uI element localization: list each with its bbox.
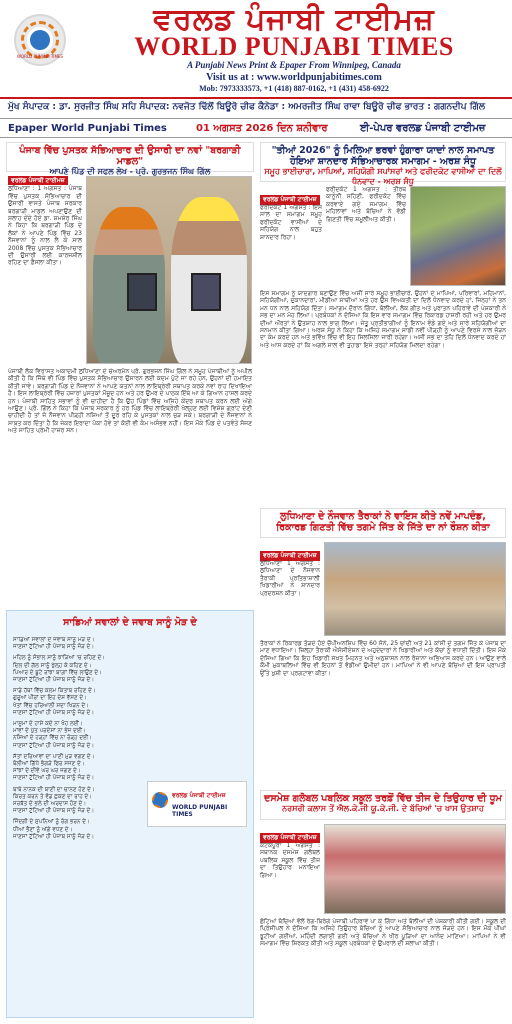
editors-text: ਮੁੱਖ ਸੰਪਾਦਕ : ਡਾ. ਸੁਰਜੀਤ ਸਿੰਘ ਸਹਿ ਸੰਪਾਦਕ: ਨਵਜੋਤ ਢਿੱਲੋਂ ਬਿਊਰੋ ਚੀਫ ਕੈਨੇਡਾ : ਅਮਰਜੀਤ ਸਿੰਘ ਰਾਵਾ ਬਿਊਰੋ ਚੀਫ ਭਾਰਤ : ਗਗਨਦੀਪ ਗਿੱਲ xyxy=(8,102,485,112)
poem-verse-line: ਜਾਣਸਾਂ ਟੁੱਟਿਆਂ ਹੀ ਪੰਜਾਬ ਸਾਨੂੰ ਜੋੜ ਦੇ। xyxy=(13,808,95,815)
source-badge-box xyxy=(260,824,320,840)
event-group-photo[interactable] xyxy=(410,186,506,286)
poem-verse-line: ਜਿੰਦਗੀ ਦੇ ਸੁਪਨਿਆਂ ਨੂੰ ਰੰਗ ਭਰਨ ਦੇ। xyxy=(13,819,90,826)
dateline-epaper-pa: ਈ-ਪੇਪਰ ਵਰਲਡ ਪੰਜਾਬੀ ਟਾਈਮਜ਼ xyxy=(360,123,486,134)
article-subhead: ਨਰਸਰੀ ਕਲਾਸ ਤੋਂ ਐਲ.ਕੇ.ਜੀ ਯੂ.ਕੇ.ਜੀ. ਦੇ ਬੱਚਿਆਂ 'ਚ ਖਾਸ ਉਤਸ਼ਾਹ xyxy=(282,804,484,813)
poem-verse-line: ਸਾਡਿਆਂ ਸਵਾਲਾਂ ਦੇ ਜਵਾਬ ਸਾਨੂੰ ਮੋੜ ਦੇ। xyxy=(13,637,95,643)
article-body-continued: ਇਸ ਸਮਾਗਮ ਨੂੰ ਯਾਦਗਾਰ ਬਣਾਉਣ ਵਿੱਚ ਅਸੀਂ ਸਾਰੇ ਸਮੂਹ ਭਾਈਚਾਰੇ, ਉਹਨਾਂ ਦੇ ਮਾਪਿਆਂ, ਪਰਿਵਾਰਾਂ, ਮਹਿਮਾਨਾਂ, ਸਹਿਯੋਗੀਆਂ, ਦੁਕਾਨਦਾਰਾਂ, ਮੀਡੀਆ ਸਾਥੀਆਂ ਅਤੇ ਹਰ ਉਸ ਵਿਅਕਤੀ ਦਾ ਦਿਲੋਂ ਧੰਨਵਾਦ ਕਰਦੇ ਹਾਂ, ਜਿਨ੍ਹਾਂ ਨੇ ਤਨ ਮਨ ਧਨ ਨਾਲ ਸਹਿਯੋਗ ਦਿੱਤਾ। ਸਮਾਗਮ ਦੌਰਾਨ ਗਿੱਧਾ, ਬੋਲੀਆਂ, ਲੋਕ ਗੀਤ ਅਤੇ ਪੁਰਾਤਨ ਪਹਿਰਾਵੇ ਦੀ ਪੇਸ਼ਕਾਰੀ ਨੇ ਸਭ ਦਾ ਮਨ ਮੋਹ ਲਿਆ। ਪ੍ਰਬੰਧਕਾਂ ਨੇ ਦੱਸਿਆ ਕਿ ਇਸ ਵਾਰ ਸਮਾਗਮ ਵਿੱਚ ਰਿਕਾਰਡ ਹਾਜ਼ਰੀ ਰਹੀ ਅਤੇ ਹਰ ਉਮਰ ਦੀਆਂ ਔਰਤਾਂ ਨੇ ਉਤਸ਼ਾਹ ਨਾਲ ਭਾਗ ਲਿਆ। ਜੇਤੂ ਪ੍ਰਤੀਭਾਗੀਆਂ ਨੂੰ ਇਨਾਮ ਵੰਡੇ ਗਏ ਅਤੇ ਸਾਰੇ ਸਹਿਯੋਗੀਆਂ ਦਾ ਸਨਮਾਨ ਕੀਤਾ ਗਿਆ। ਅਰਸ਼ ਸੰਧੂ ਨੇ ਕਿਹਾ ਕਿ ਅਜਿਹੇ ਸਮਾਗਮ ਸਾਡੀ ਨਵੀਂ ਪੀੜ੍ਹੀ ਨੂੰ ਆਪਣੇ ਵਿਰਸੇ ਨਾਲ ਜੋੜਨ ਦਾ ਕੰਮ ਕਰਦੇ ਹਨ ਅਤੇ ਭਵਿੱਖ ਵਿੱਚ ਵੀ ਇਹ ਸਿਲਸਿਲਾ ਜਾਰੀ ਰਹੇਗਾ। ਅਸੀਂ ਸਭ ਦਾ ਤਹਿ ਦਿਲੋਂ ਧੰਨਵਾਦ ਕਰਦੇ ਹਾਂ ਅਤੇ ਆਸ ਕਰਦੇ ਹਾਂ ਕਿ ਅਗਲੇ ਸਾਲ ਵੀ ਤੁਹਾਡਾ ਇਸੇ ਤਰ੍ਹਾਂ ਸਹਿਯੋਗ ਮਿਲਦਾ ਰਹੇਗਾ। xyxy=(260,290,506,349)
swimmers-group-photo[interactable] xyxy=(324,542,506,636)
book-icon xyxy=(191,273,221,311)
logo-text: WORLD PUNJABI TIMES xyxy=(17,54,63,59)
globe-icon xyxy=(30,30,50,50)
right-column xyxy=(260,142,506,1018)
poem-verse-line: ਗੁਰੂਆਂ ਪੀਰਾਂ ਦਾ ਇਹ ਦੇਸ਼ ਵੱਸਣ ਦੇ। xyxy=(13,695,87,702)
article-headline[interactable]: ਪੰਜਾਬ ਵਿੱਚ ਪੁਸਤਕ ਸੱਭਿਆਚਾਰ ਦੀ ਉਸਾਰੀ ਦਾ ਨਵਾਂ "ਬਰਗਾੜੀ ਮਾਡਲ" xyxy=(19,145,241,167)
poem-verse-line: ਸਾਡੇ ਹੱਥਾਂ ਵਿੱਚ ਕਲਮ ਕਿਤਾਬ ਰਹਿਣ ਦੇ। xyxy=(13,688,96,695)
poem-title[interactable]: ਸਾਡਿਆਂ ਸਵਾਲਾਂ ਦੇ ਜਵਾਬ ਸਾਨੂੰ ਮੋੜ ਦੇ xyxy=(63,617,197,628)
article-ludhiana-swimmers xyxy=(260,508,506,784)
poem-verse-line: ਧੀਆਂ ਭੈਣਾਂ ਨੂੰ ਅੱਗੇ ਵਧਣ ਦੇ। xyxy=(13,826,73,833)
source-badge: ਵਰਲਡ ਪੰਜਾਬੀ ਟਾਈਮਜ਼ xyxy=(260,195,320,205)
poem-verse-line: ਜਾਣਸਾਂ ਟੁੱਟਿਆਂ ਹੀ ਪੰਜਾਬ ਸਾਨੂੰ ਜੋੜ ਦੇ। xyxy=(13,775,95,782)
source-badge-box xyxy=(260,542,320,558)
school-children-photo[interactable] xyxy=(324,824,506,914)
poem-verse-line: ਜਾਣਸਾਂ ਟੁੱਟਿਆਂ ਹੀ ਪੰਜਾਬ ਸਾਨੂੰ ਜੋੜ ਦੇ। xyxy=(13,709,95,716)
article-body-continued: ਪੰਜਾਬੀ ਲੋਕ ਵਿਰਾਸਤ ਅਕਾਦਮੀ ਲੁਧਿਆਣਾ ਦੇ ਚੇਅਰਮੈਨ ਪ੍ਰੋ. ਗੁਰਭਜਨ ਸਿੰਘ ਗਿੱਲ ਨੇ ਸਮੂਹ ਪੰਜਾਬੀਆਂ ਨੂੰ ਅਪੀਲ ਕੀਤੀ ਹੈ ਕਿ ਜਿੱਥੇ ਵੀ ਪਿੰਡ ਵਿੱਚ ਪੁਸਤਕ ਸੱਭਿਆਚਾਰ ਉਸਾਰਨ ਲਈ ਕਦਮ ਪੁੱਟੇ ਜਾ ਰਹੇ ਹਨ, ਉਹਨਾਂ ਦੀ ਹਮਾਇਤ ਕੀਤੀ ਜਾਵੇ। ਬਰਗਾੜੀ ਪਿੰਡ ਦੇ ਨੌਜਵਾਨਾਂ ਨੇ ਆਪਣੇ ਯਤਨਾਂ ਨਾਲ ਲਾਇਬ੍ਰੇਰੀ ਸਥਾਪਤ ਕਰਕੇ ਨਵਾਂ ਰਾਹ ਦਿਖਾਇਆ ਹੈ। ਇਸ ਲਾਇਬ੍ਰੇਰੀ ਵਿੱਚ ਹਜ਼ਾਰਾਂ ਪੁਸਤਕਾਂ ਮੌਜੂਦ ਹਨ ਅਤੇ ਹਰ ਉਮਰ ਦੇ ਪਾਠਕ ਇੱਥੇ ਆ ਕੇ ਗਿਆਨ ਹਾਸਲ ਕਰਦੇ ਹਨ। ਪੰਜਾਬੀ ਸਾਹਿਤ ਸਭਾਵਾਂ ਨੂੰ ਵੀ ਚਾਹੀਦਾ ਹੈ ਕਿ ਉਹ ਪਿੰਡਾਂ ਵਿੱਚ ਅਜਿਹੇ ਕੇਂਦਰ ਸਥਾਪਤ ਕਰਨ ਲਈ ਅੱਗੇ ਆਉਣ। ਪ੍ਰੋ. ਗਿੱਲ ਨੇ ਕਿਹਾ ਕਿ ਪੰਜਾਬ ਸਰਕਾਰ ਨੂੰ ਹਰ ਪਿੰਡ ਵਿੱਚ ਲਾਇਬ੍ਰੇਰੀ ਖੋਲ੍ਹਣ ਲਈ ਵਿਸ਼ੇਸ਼ ਗ੍ਰਾਂਟ ਦੇਣੀ ਚਾਹੀਦੀ ਹੈ ਤਾਂ ਜੋ ਨੌਜਵਾਨ ਪੀੜ੍ਹੀ ਨਸ਼ਿਆਂ ਤੋਂ ਦੂਰ ਰਹਿ ਕੇ ਪੁਸਤਕਾਂ ਨਾਲ ਜੁੜ ਸਕੇ। ਬਰਗਾੜੀ ਦੇ ਨੌਜਵਾਨਾਂ ਨੇ ਸਾਬਤ ਕਰ ਦਿੱਤਾ ਹੈ ਕਿ ਜੇਕਰ ਇਰਾਦਾ ਪੱਕਾ ਹੋਵੇ ਤਾਂ ਕੋਈ ਵੀ ਕੰਮ ਅਸੰਭਵ ਨਹੀਂ। ਇਸ ਮੌਕੇ ਪਿੰਡ ਦੇ ਪਤਵੰਤੇ ਸੱਜਣ ਅਤੇ ਸਾਹਿਤ ਪ੍ਰੇਮੀ ਹਾਜ਼ਰ ਸਨ। xyxy=(8,368,252,435)
article-body-side: ਫਰੀਦਕੋਟ 1 ਅਗਸਤ : ਇਸ ਸਾਲ ਦਾ ਸਮਾਗਮ ਸਮੂਹ ਫਰੀਦਕੋਟ ਵਾਸੀਆਂ ਦੇ ਸਹਿਯੋਗ ਨਾਲ ਬਹੁਤ ਸ਼ਾਨਦਾਰ ਰਿਹਾ। xyxy=(260,204,322,241)
article-subhead: ਸਮੂਹ ਭਾਈਚਾਰਾ, ਮਾਪਿਆਂ, ਸਹਿਯੋਗੀ ਸਪਾਂਸਰਾਂ ਅਤੇ ਫਰੀਦਕੋਟ ਵਾਸੀਆਂ ਦਾ ਦਿਲੋਂ ਧੰਨਵਾਦ - ਅਰਸ਼ ਸੰਧੂ xyxy=(264,167,502,186)
poem-verse-line: ਨਸ਼ਿਆਂ ਦੇ ਹੜ੍ਹਾਂ ਵਿੱਚ ਨਾ ਰੋੜ੍ਹ ਦਈਂ। xyxy=(13,735,92,742)
logo-globe-icon xyxy=(152,792,168,808)
poem-verse-line: ਪਿਆਰ ਦੇ ਬੂਟੇ ਰਾਂਝਾ ਬਾਗ਼ਾਂ ਵਿੱਚ ਲਾਉਣ ਦੇ। xyxy=(13,669,102,676)
article-header xyxy=(260,142,506,186)
poem-verse-line: ਬੋਲੀਆਂ ਗਿੱਧੇ ਭੰਗੜੇ ਫਿਰ ਸਜਣ ਦੇ। xyxy=(13,761,85,768)
article-body-intro: ਫਰੀਦਕੋਟ 1 ਅਗਸਤ : ਤੀਰਥ ਕਾਨੂੰਨੀ ਸਹਿਣੀ, ਫਰੀਦਕੋਟ ਵਿੱਚ ਕਰਵਾਏ ਗਏ ਸਮਾਗਮ ਵਿੱਚ ਮਹਿਲਾਵਾਂ ਅਤੇ ਬੱਚਿਆਂ ਨੇ ਵੱਡੀ ਗਿਣਤੀ ਵਿੱਚ ਸ਼ਮੂਲੀਅਤ ਕੀਤੀ। xyxy=(326,186,406,223)
source-badge: ਵਰਲਡ ਪੰਜਾਬੀ ਟਾਈਮਜ਼ xyxy=(8,176,68,185)
article-dasmesh-school-teej xyxy=(260,790,506,1018)
article-bargari-model xyxy=(6,142,254,604)
article-body-side: ਕੋਟਕਪੂਰਾ 1 ਅਗਸਤ : ਸਥਾਨਕ ਦਸਮੇਸ਼ ਗਲੋਬਲ ਪਬਲਿਕ ਸਕੂਲ ਵਿੱਚ ਤੀਜ ਦਾ ਤਿਉਹਾਰ ਮਨਾਇਆ ਗਿਆ। xyxy=(260,842,320,879)
poem-header xyxy=(11,615,249,633)
poem-verse-line: ਜਾਣਸਾਂ ਟੁੱਟਿਆਂ ਹੀ ਪੰਜਾਬ ਸਾਨੂੰ ਜੋੜ ਦੇ। xyxy=(13,742,95,749)
contact-numbers: Mob: 7973333573, +1 (418) 887-0162, +1 (431) 458-6922 xyxy=(199,84,389,93)
website-link[interactable]: Visit us at : www.worldpunjabitimes.com xyxy=(206,72,382,83)
poem-verse-line: ਸੱਤਾਂ ਦਰਿਆਵਾਂ ਦਾ ਪਾਣੀ ਮੁੜ ਵਗਣ ਦੇ। xyxy=(13,753,95,760)
poem-verse-line: ਖੇਤਾਂ ਵਿੱਚ ਹਰਿਆਲੀ ਸਦਾ ਖਿੜਨ ਦੇ। xyxy=(13,702,89,709)
article-photo[interactable] xyxy=(86,176,252,364)
article-body-continued: ਛੋਟਿਆਂ ਬੱਚਿਆਂ ਵੱਲੋਂ ਰੰਗ-ਬਿਰੰਗੇ ਪੰਜਾਬੀ ਪਹਿਰਾਵੇ ਪਾ ਕੇ ਗਿੱਧਾ ਅਤੇ ਬੋਲੀਆਂ ਦੀ ਪੇਸ਼ਕਾਰੀ ਕੀਤੀ ਗਈ। ਸਕੂਲ ਦੀ ਪ੍ਰਿੰਸੀਪਲ ਨੇ ਦੱਸਿਆ ਕਿ ਅਜਿਹੇ ਤਿਉਹਾਰ ਬੱਚਿਆਂ ਨੂੰ ਆਪਣੇ ਸੱਭਿਆਚਾਰ ਨਾਲ ਜੋੜਦੇ ਹਨ। ਇਸ ਮੌਕੇ ਪੀਂਘਾਂ ਝੂਟੀਆਂ ਗਈਆਂ, ਮਹਿੰਦੀ ਲਗਾਈ ਗਈ ਅਤੇ ਬੱਚਿਆਂ ਨੇ ਖੀਰ ਪੂੜਿਆਂ ਦਾ ਆਨੰਦ ਮਾਣਿਆ। ਮਾਪਿਆਂ ਨੇ ਵੀ ਸਮਾਗਮ ਵਿੱਚ ਸ਼ਿਰਕਤ ਕੀਤੀ ਅਤੇ ਸਕੂਲ ਪ੍ਰਬੰਧਕਾਂ ਦੇ ਉਪਰਾਲੇ ਦੀ ਸ਼ਲਾਘਾ ਕੀਤੀ। xyxy=(260,918,506,948)
poem-verse-line: ਜਾਣਸਾਂ ਟੁੱਟਿਆਂ ਹੀ ਪੰਜਾਬ ਸਾਨੂੰ ਜੋੜ ਦੇ। xyxy=(13,833,95,840)
poem-verse-line: ਦਿਲ ਦੀ ਗੱਲ ਸਾਨੂੰ ਖੁੱਲ੍ਹ ਕੇ ਕਹਿਣ ਦੇ। xyxy=(13,662,92,669)
poem-verse-line: ਜਾਣਸਾਂ ਟੁੱਟਿਆਂ ਹੀ ਪੰਜਾਬ ਸਾਨੂੰ ਜੋੜ ਦੇ। xyxy=(13,677,95,684)
article-subhead: ਆਪਣੇ ਪਿੰਡ ਦੀ ਸਫਲ ਲੇਖ - ਪ੍ਰੋ. ਗੁਰਭਜਨ ਸਿੰਘ ਗਿੱਲ xyxy=(49,167,211,176)
left-column xyxy=(6,142,254,1018)
book-icon xyxy=(127,273,157,311)
editors-line xyxy=(0,97,512,117)
poem-verse-line: ਕਿਰਤ ਕਰਨ ਤੇ ਵੰਡ ਛਕਣ ਦਾ ਰਾਹ ਦੇ। xyxy=(13,793,93,800)
article-header xyxy=(260,790,506,820)
article-headline[interactable]: "ਤੀਆਂ 2026" ਨੂੰ ਮਿਲਿਆ ਭਰਵਾਂ ਹੁੰਗਾਰਾ ਯਾਦਾਂ ਨਾਲ ਸਮਾਪਤ ਹੋਇਆ ਸ਼ਾਨਦਾਰ ਸੱਭਿਆਚਾਰਕ ਸਮਾਗਮ - ਅਰਸ਼ ਸੰਧੂ xyxy=(271,145,495,167)
source-badge: ਵਰਲਡ ਪੰਜਾਬੀ ਟਾਈਮਜ਼ xyxy=(260,551,320,561)
poem-verse-line: ਮਹਿਲ ਨੂੰ ਸੰਭਾਲ ਸਾਨੂੰ ਝਾੜਿਆਂ 'ਚ ਰਹਿਣ ਦੇ। xyxy=(13,655,106,662)
poem-section xyxy=(6,610,254,1018)
logo-title-punjabi: ਵਰਲਡ ਪੰਜਾਬੀ ਟਾਈਮਜ਼ xyxy=(172,792,226,799)
article-body-side: ਲੁਧਿਆਣਾ 1 ਅਗਸਤ : ਲੁਧਿਆਣਾ ਦੇ ਨੌਜਵਾਨ ਤੈਰਾਕੀ ਪ੍ਰਤਿਭਾਸ਼ਾਲੀ ਖਿਡਾਰੀਆਂ ਨੇ ਸ਼ਾਨਦਾਰ ਪ੍ਰਦਰਸ਼ਨ ਕੀਤਾ। xyxy=(260,560,320,597)
masthead xyxy=(0,0,512,96)
title-english: WORLD PUNJABI TIMES xyxy=(134,32,454,61)
article-header xyxy=(260,508,506,538)
article-body-continued: ਤੈਰਾਕਾਂ ਨੇ ਰਿਕਾਰਡ ਤੋੜਦੇ ਹੋਏ ਚੈਂਪੀਅਨਸ਼ਿਪ ਵਿੱਚ 60 ਸੋਨੇ, 25 ਚਾਂਦੀ ਅਤੇ 21 ਕਾਂਸੀ ਦੇ ਤਗਮੇ ਜਿੱਤ ਕੇ ਪੰਜਾਬ ਦਾ ਮਾਣ ਵਧਾਇਆ। ਜ਼ਿਲ੍ਹਾ ਤੈਰਾਕੀ ਐਸੋਸੀਏਸ਼ਨ ਦੇ ਅਹੁਦੇਦਾਰਾਂ ਨੇ ਖਿਡਾਰੀਆਂ ਅਤੇ ਕੋਚਾਂ ਨੂੰ ਵਧਾਈ ਦਿੱਤੀ। ਇਸ ਮੌਕੇ ਦੱਸਿਆ ਗਿਆ ਕਿ ਇਹ ਖਿਡਾਰੀ ਸਖ਼ਤ ਮਿਹਨਤ ਅਤੇ ਅਨੁਸ਼ਾਸਨ ਨਾਲ ਰੋਜ਼ਾਨਾ ਅਭਿਆਸ ਕਰਦੇ ਹਨ। ਆਉਣ ਵਾਲੇ ਕੌਮੀ ਮੁਕਾਬਲਿਆਂ ਵਿੱਚ ਵੀ ਇਹਨਾਂ ਤੋਂ ਵੱਡੀਆਂ ਉਮੀਦਾਂ ਹਨ। ਮਾਪਿਆਂ ਨੇ ਵੀ ਆਪਣੇ ਬੱਚਿਆਂ ਦੀ ਇਸ ਪ੍ਰਾਪਤੀ ਉੱਤੇ ਖੁਸ਼ੀ ਦਾ ਪ੍ਰਗਟਾਵਾ ਕੀਤਾ। xyxy=(260,640,506,677)
newspaper-logo xyxy=(14,14,66,66)
poem-verse-line: ਬਾਬੇ ਨਾਨਕ ਦੀ ਬਾਣੀ ਦਾ ਚਾਨਣ ਹੋਣ ਦੇ। xyxy=(13,786,95,793)
poem-verse-line: ਮਾਂਵਾਂ ਦੇ ਪੁੱਤ ਪਰਦੇਸਾਂ ਨਾ ਭੇਜ ਦਈਂ। xyxy=(13,728,86,735)
poem-verse-line: ਸਾਂਝਾਂ ਦੇ ਦੀਵੇ ਘਰ ਘਰ ਜਗਣ ਦੇ। xyxy=(13,768,81,775)
article-body-intro xyxy=(8,176,82,364)
article-headline[interactable]: ਲੁਧਿਆਣਾ ਦੇ ਨੌਜਵਾਨ ਤੈਰਾਕਾਂ ਨੇ ਵਾਇਸ ਕੀਤੇ ਨਵੇਂ ਮਾਪਦੰਡ, ਰਿਕਾਰਡ ਗਿਣਤੀ ਵਿੱਚ ਤਗਮੇ ਜਿੱਤ ਕੇ ਜਿੱਤੇ ਦਾ ਨਾਂ ਰੌਸ਼ਨ ਕੀਤਾ xyxy=(276,511,490,533)
tagline: A Punjabi News Print & Epaper From Winnipeg, Canada xyxy=(187,60,401,70)
logo-title-english: WORLD PUNJABI TIMES xyxy=(172,804,228,818)
poem-verse-line: ਸਰਬੱਤ ਦੇ ਭਲੇ ਦੀ ਅਰਦਾਸ ਹੋਣ ਦੇ। xyxy=(13,801,87,808)
poem-publication-logo xyxy=(147,781,247,827)
article-text: ਲੁਧਿਆਣਾ : 1 ਅਗਸਤ : ਪੰਜਾਬ ਵਿੱਚ ਪੁਸਤਕ ਸੱਭਿਆਚਾਰ ਦੀ ਉਸਾਰੀ ਵਾਸਤੇ ਪੰਜਾਬ ਸਰਕਾਰ ਬਰਗਾੜੀ ਮਾਡਲ ਅਪਣਾਉਣ ਦੀ ਸਲਾਹ ਦੇਂਦੇ ਹੋਏ ਡਾ. ਸ਼ਮਸ਼ੇਰ ਸਿੰਘ ਨੇ ਕਿਹਾ ਕਿ ਬਰਗਾੜੀ ਪਿੰਡ ਦੇ ਲੋਕਾਂ ਨੇ ਆਪਣੇ ਪਿੰਡ ਵਿੱਚ 23 ਨੌਜਵਾਨਾਂ ਨੂੰ ਨਾਲ ਲੈ ਕੇ ਸਾਲ 2008 ਵਿੱਚ ਪੁਸਤਕ ਸੱਭਿਆਚਾਰ ਦੀ ਉਸਾਰੀ ਲਈ ਕਾਰਜਸ਼ੀਲ ਰਹਿਣ ਦਾ ਫ਼ੈਸਲਾ ਕੀਤਾ। xyxy=(8,185,82,267)
article-headline[interactable]: ਦਸਮੇਸ਼ ਗਲੋਬਲ ਪਬਲਿਕ ਸਕੂਲ ਤਰਫ਼ੋਂ ਵਿੱਚ ਤੀਜ ਦੇ ਤਿਉਹਾਰ ਦੀ ਧੂਮ xyxy=(264,793,502,804)
poem-verse-line: ਮਾਸੂਮਾਂ ਦੇ ਹਾਸੇ ਕਦੇ ਨਾ ਖੋਹ ਲਈਂ। xyxy=(13,721,83,728)
poem-verses xyxy=(13,637,139,1015)
dateline-epaper-en: Epaper World Punjabi Times xyxy=(8,123,167,134)
title-punjabi: ਵਰਲਡ ਪੰਜਾਬੀ ਟਾਈਮਜ਼ xyxy=(153,2,435,37)
article-header xyxy=(6,142,254,176)
article-teeyan-2026 xyxy=(260,142,506,504)
source-badge: ਵਰਲਡ ਪੰਜਾਬੀ ਟਾਈਮਜ਼ xyxy=(260,833,320,843)
poem-verse-line: ਜਾਣਸਾਂ ਟੁੱਟਿਆਂ ਹੀ ਪੰਜਾਬ ਸਾਨੂੰ ਜੋੜ ਦੇ। xyxy=(13,644,95,651)
dateline-date: 01 ਅਗਸਤ 2026 ਦਿਨ ਸ਼ਨੀਵਾਰ xyxy=(196,123,328,134)
dateline xyxy=(0,118,512,138)
source-badge-box xyxy=(260,186,322,202)
